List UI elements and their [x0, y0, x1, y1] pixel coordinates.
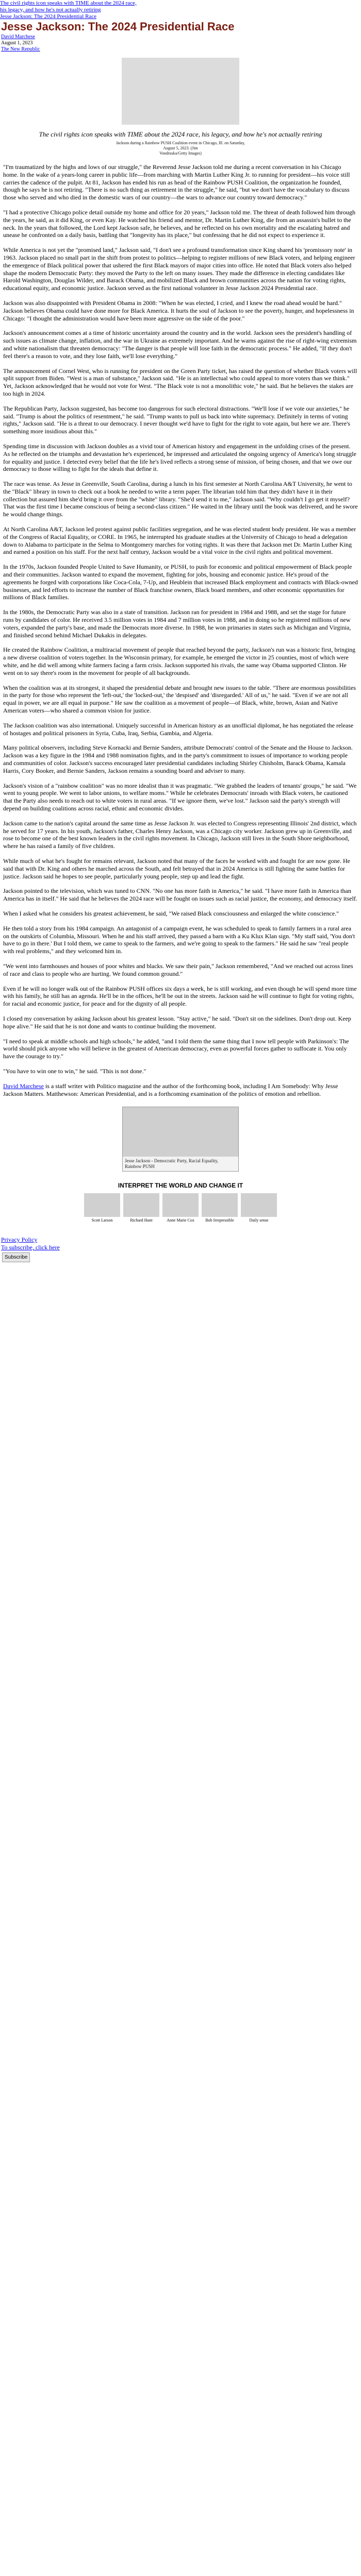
- related-box[interactable]: [122, 1107, 239, 1172]
- article-paragraph: Jackson was also disappointed with President Obama in 2008: "When he was elected, I cried, and I knew the road ahead would be hard." Jackson believes Obama could have done more for Black America. It hurts the soul of Jackson to see the poverty, hunger, and hopelessness in Chicago: "I thought the administration would have been more aggressive on the side of the poor.": [3, 299, 354, 322]
- interpret-heading: INTERPRET THE WORLD AND CHANGE IT: [118, 1182, 243, 1190]
- interpret-item[interactable]: [84, 1193, 120, 1223]
- article-paragraph: The Jackson coalition was also international. Uniquely successful in American history as an unofficial diplomat, he has negotiated the release of hostages and political prisoners in Syria, Cuba, Iraq, Serbia, Gambia, and Algeria.: [3, 721, 354, 737]
- interpret-item-image: [241, 1193, 277, 1217]
- interpret-item-label: Daily sense: [249, 1218, 269, 1223]
- bio-text: is a staff writer with Politico magazine and the author of the forthcoming book, including I Am Somebody: Why Jesse Jackson Matters. Matthewson: American Presidential, and is a forthcoming examination of the politics of emotion and rebellion.: [3, 1082, 338, 1097]
- interpret-item[interactable]: [202, 1193, 238, 1223]
- interpret-item-image: [123, 1193, 159, 1217]
- subscribe-link[interactable]: To subscribe, click here: [1, 1244, 60, 1251]
- article-paragraph: Spending time in discussion with Jackson doubles as a vivid tour of American history and engagement in the unfolding crises of the present. As he reflected on the triumphs and devastation he's experienced, he impressed and articulated the ongoing urgency of America's long struggle for equality and justice. I detected every belief that the life he's lived reflects a strong sense of mission, of being chosen, and that we owe our democracy to those willing to fight for the ideals that define it.: [3, 442, 356, 473]
- lead-photo-image: [122, 58, 239, 125]
- top-link-3[interactable]: Jesse Jackson: The 2024 Presidential Race: [0, 13, 97, 20]
- article-meta: [1, 34, 361, 53]
- interpret-item-image: [202, 1193, 238, 1217]
- footer: [1, 1236, 361, 1262]
- interpret-item-image: [84, 1193, 120, 1217]
- author-link[interactable]: David Marchese: [1, 34, 35, 40]
- lead-photo: [0, 58, 361, 127]
- article-paragraph: Even if he will no longer walk out of the Rainbow PUSH offices six days a week, he is still working, and even though he will spend more time with his family, he still has an agenda. He'll be in the offices, he'll be out in the streets. Jackson said he will continue to fight for voting rights, for racial and economic justice, for peace and for the dignity of all people.: [3, 985, 357, 1008]
- interpret-thumbs: [0, 1193, 361, 1223]
- article-paragraph: Jackson's vision of a "rainbow coalition" was no more idealist than it was pragmatic. "We grabbed the leaders of tenants' groups," he said. "We went to young people. We went to labor unions, to welfare moms." While he celebrates Democrats' inroads with Black voters, he cautioned that the Party also needs to reach out to white voters in rural areas. "If we ignore them, we've lost." Jackson said the party's strength will depend on building coalitions across racial, ethnic and economic divides.: [3, 782, 357, 812]
- interpret-item[interactable]: [123, 1193, 159, 1223]
- article-paragraph: When the coalition was at its strongest, it shaped the presidential debate and brought new issues to the table. "There are enormous possibilities in the party for those who represent the 'left-out,' the 'locked-out,' the 'despised' and 'disregarded.' All of us," he said. "Even if we are not all equal in power, we are all equal in purpose." He saw the coalition as a movement of people—of Black, white, brown, Asian and Native American voters—who shared a common vision for justice.: [3, 684, 356, 715]
- subscribe-button[interactable]: Subscribe: [2, 1252, 30, 1262]
- article-date: August 1, 2023: [1, 40, 33, 46]
- article-paragraph: In the 1980s, the Democratic Party was also in a state of transition. Jackson ran for president in 1984 and 1988, and set the stage for future runs by candidates of color. He received 3.5 million votes in 1984 and 7 million votes in 1988, and in doing so he registered millions of new voters, expanded the party's base, and made the Democrats more diverse. In 1988, he won primaries in states such as Michigan and Virginia, and finished second behind Michael Dukakis in delegates.: [3, 608, 351, 639]
- author-bio: [3, 1082, 358, 1098]
- interpret-item-image: [162, 1193, 199, 1217]
- article-paragraph: "I need to speak at middle schools and high schools," he added, "and I told them the same thing that I now tell people with Parkinson's: The world should pick anyone who will believe in the greatest of American democracy, even as powerful forces gather to suffocate it. You only have the courage to try.": [3, 1037, 349, 1060]
- article-paragraph: I closed my conversation by asking Jackson about his greatest lesson. "Stay active," he said. "Don't sit on the sidelines. Don't drop out. Keep hope alive." He said that he is not done and wants to continue building the movement.: [3, 1014, 351, 1030]
- interpret-item-label: Anne Marie Cox: [167, 1218, 194, 1223]
- article-paragraph: At North Carolina A&T, Jackson led protest against public facilities segregation, and he was elected student body president. He was a member of the Congress of Racial Equality, or CORE. In 1965, he interrupted his graduate studies at the University of Chicago to head a delegation down to Alabama to participate in the Selma to Montgomery marches for voting rights. It was there that Jackson met Dr. Martin Luther King and earned a position on his staff. For the next half century, Jackson would be a vital voice in the civil rights and political movement.: [3, 526, 356, 556]
- article-paragraph: "I'm traumatized by the highs and lows of our struggle," the Reverend Jesse Jackson told me during a recent conversation in his Chicago home. In the wake of a years-long career in public life—from marching with Martin Luther King Jr. to running for president—his voice still carries the cadence of the pulpit. At 81, Jackson has ended his run as head of the Rainbow PUSH Coalition, the organization he founded, though he says he is not retiring. "There is no such thing as retirement in the struggle," he said, "but we don't have the vocabulary to discuss those who served and who died in the domestic wars of our country—the wars to advance our country toward democracy.": [3, 163, 350, 201]
- article-paragraph: The announcement of Cornel West, who is running for president on the Green Party ticket, has raised the question of whether Black voters will split support from Biden. "West is a man of substance," Jackson said. "He is an intellectual who could appeal to more voters than we think." Yet, Jackson acknowledged that he would not vote for West. "The Black vote is not a monolithic vote," he said. But he believes the stakes are too high in 2024.: [3, 367, 357, 397]
- interpret-item-label: Bob Irrepressible: [205, 1218, 234, 1223]
- article-paragraph: The Republican Party, Jackson suggested, has become too dangerous for such electoral distractions. "We'll lose if we vote our anxieties," he said. "Trump is about the politics of resentment," he said. "Trump wants to pull us back into white supremacy. Definitely in terms of voting rights," Jackson said. "He is a threat to our democracy. I never thought we'd have to fight for the right to vote again, but here we are. There's something more insidious about this.": [3, 404, 350, 435]
- related-image: [123, 1107, 238, 1157]
- related-caption: Jesse Jackson - Democratic Party, Racial Equality, Rainbow PUSH: [123, 1157, 238, 1171]
- article-paragraph: Jackson came to the nation's capital around the same time as Jesse Jackson Jr. was elected to Congress representing Illinois' 2nd district, which he served for 17 years. In his youth, Jackson's father, Charles Henry Jackson, was a Chicago city worker. Jackson grew up in Greenville, and rose to become one of the best known leaders in the civil rights movement. In Chicago, Jackson still lives in the South Shore neighborhood, where he has raised a family of five children.: [3, 819, 357, 850]
- top-link-2[interactable]: his legacy, and how he's not actually retiring: [0, 7, 101, 13]
- article-paragraph: He created the Rainbow Coalition, a multiracial movement of people that reached beyond the party, Jackson's run was a historic first, bringing a new diverse coalition of voters together. In the Wisconsin primary, for example, he emerged the victor in 25 counties, most of which were white, and he did well among white farmers facing a farm crisis. Jackson supported his rivals, the same way Obama supported Clinton. He went on to say there's room in the movement for people of all backgrounds.: [3, 646, 356, 676]
- article-title: Jesse Jackson: The 2024 Presidential Race: [1, 20, 235, 33]
- bio-author-link[interactable]: David Marchese: [3, 1082, 44, 1090]
- article-paragraph: "We went into farmhouses and houses of poor whites and blacks. We saw their pain," Jackson remembered, "And we reached out across lines of race and class to people who are hurting. We found common ground.": [3, 962, 353, 977]
- interpret-item[interactable]: [162, 1193, 199, 1223]
- article-paragraph: In the 1970s, Jackson founded People United to Save Humanity, or PUSH, to push for economic and political empowerment of Black people and their communities. Jackson wanted to expand the movement, fighting for jobs, housing and economic justice. He's proud of the agreements he forged with corporations like Coca-Cola, 7-Up, and Heublein that increased Black employment and contracts with Black-owned businesses, and led efforts to increase the number of Black franchise owners, Black board members, and other economic opportunities for millions of Black families.: [3, 563, 358, 601]
- article-paragraph: "You have to win one to win," he said. "This is not done.": [3, 1067, 146, 1075]
- article-paragraph: Many political observers, including Steve Kornacki and Bernie Sanders, attribute Democrats' control of the Senate and the House to Jackson. Jackson was a key figure in the 1984 and 1988 nomination fights, and in the party's commitment to issues of importance to working people and communities of color. Jackson's success encouraged later presidential candidates including Shirley Chisholm, Barack Obama, Kamala Harris, Cory Booker, and Bernie Sanders, Jackson remains a sounding board and adviser to many.: [3, 744, 353, 774]
- photo-credit: [0, 141, 361, 156]
- article-body: [3, 163, 358, 1075]
- photo-credit-line-3: Vondruska/Getty Images): [159, 151, 202, 156]
- interpret-item[interactable]: [241, 1193, 277, 1223]
- article-paragraph: Jackson's announcement comes at a time of historic uncertainty around the country and in the world. Jackson sees the president's handling of such issues as climate change, inflation, and the war in Ukraine as extremely important. And he warns against the rise of right-wing extremism and white nationalism that threaten democracy: "The danger is that people will lose faith in the democratic process." He added, "If they don't feel there's a reason to vote, and they lose faith, we'll lose everything.": [3, 329, 357, 360]
- article-paragraph: He then told a story from his 1984 campaign. An antagonist of a campaign event, he was scheduled to speak to family farmers in a rural area on the outskirts of Columbia, Missouri. When he and his staff arrived, they passed a barn with a Ku Klux Klan sign. "My staff said, 'You don't have to go in there.' But I told them, we came to speak to the farmers, and we're going to speak to the farmers." He said he saw "real people with real problems," and they welcomed him in.: [3, 924, 355, 955]
- article-paragraph: While much of what he's fought for remains relevant, Jackson noted that many of the faces he worked with and fought for are now gone. He said that with Dr. King and others he marched across the South, and felt betrayed that in 2024 America is still fighting the same battles for justice. Jackson said he hopes to see people, particularly young people, step up and lead the fight.: [3, 857, 350, 880]
- section-link[interactable]: The New Republic: [1, 46, 40, 52]
- photo-credit-line-1: Jackson during a Rainbow PUSH Coalition event in Chicago, Ill. on Saturday,: [116, 141, 245, 145]
- article-paragraph: Jackson pointed to the television, which was tuned to CNN. "No one has more faith in America," he said. "I have more faith in America than America has in itself." He said that he believes the 2024 race will be fought on issues such as racial justice, the economy, and democracy itself.: [3, 887, 357, 903]
- article-paragraph: The race was tense. As Jesse in Greenville, South Carolina, during a lunch in his first semester at North Carolina A&T University, he went to the "Black" library in town to check out a book he needed to write a term paper. The librarian told him that they didn't have it in their collection but assured him she'd bring it over from the "white" library. "She'd send it to me," Jackson said. "Why couldn't I go get it myself? That was the first time I became conscious of being a second-class citizen." He waited in the library until the book was delivered, and he swore he would change things.: [3, 480, 358, 518]
- photo-credit-line-2: August 5, 2023. (Jim: [163, 146, 198, 150]
- article-paragraph: When I asked what he considers his greatest achievement, he said, "We raised Black consciousness and enlarged the white conscience.": [3, 909, 339, 917]
- article-dek: The civil rights icon speaks with TIME about the 2024 race, his legacy, and how he's not actually retiring: [39, 130, 322, 138]
- top-links: [0, 0, 361, 20]
- top-link-1[interactable]: The civil rights icon speaks with TIME about the 2024 race,: [0, 0, 137, 6]
- interpret-item-label: Scott Larson: [91, 1218, 113, 1223]
- privacy-link[interactable]: Privacy Policy: [1, 1236, 38, 1244]
- article-paragraph: While America is not yet the "promised land," Jackson said, "I don't see a profound transformation since King shared his 'promissory note' in 1963. Jackson placed no small part in the shift from protest to politics—helping to register millions of new Black voters, and helping engineer the emergence of Black political power that ushered the first Black mayors of major cities into office. He noted that Black voters also helped shape the modern Democratic Party: they moved the Party to the left on many issues. They made the difference in electing candidates like Harold Washington, Douglas Wilder, and Barack Obama, and mobilized Black and brown communities across the nation for voting rights, educational equity, and economic justice. Jackson served as the first national volunteer in Jesse Jackson 2024 Presidential race.: [3, 246, 355, 292]
- article-paragraph: "I had a protective Chicago police detail outside my home and office for 20 years," Jackson told me. The threat of death followed him through the years, he said, as it did King, or even Kay. He watched his friend and mentor, Dr. Martin Luther King, die from an assassin's bullet to the neck. In the years that followed, the Lord kept Jackson safe, he believes, and he reflected on his own mortality and the escalating hatred and unease he confronted on a daily basis, battling that "longevity has its place," but confessing that he did not expect to experience it.: [3, 208, 356, 239]
- interpret-item-label: Richard Hunt: [130, 1218, 153, 1223]
